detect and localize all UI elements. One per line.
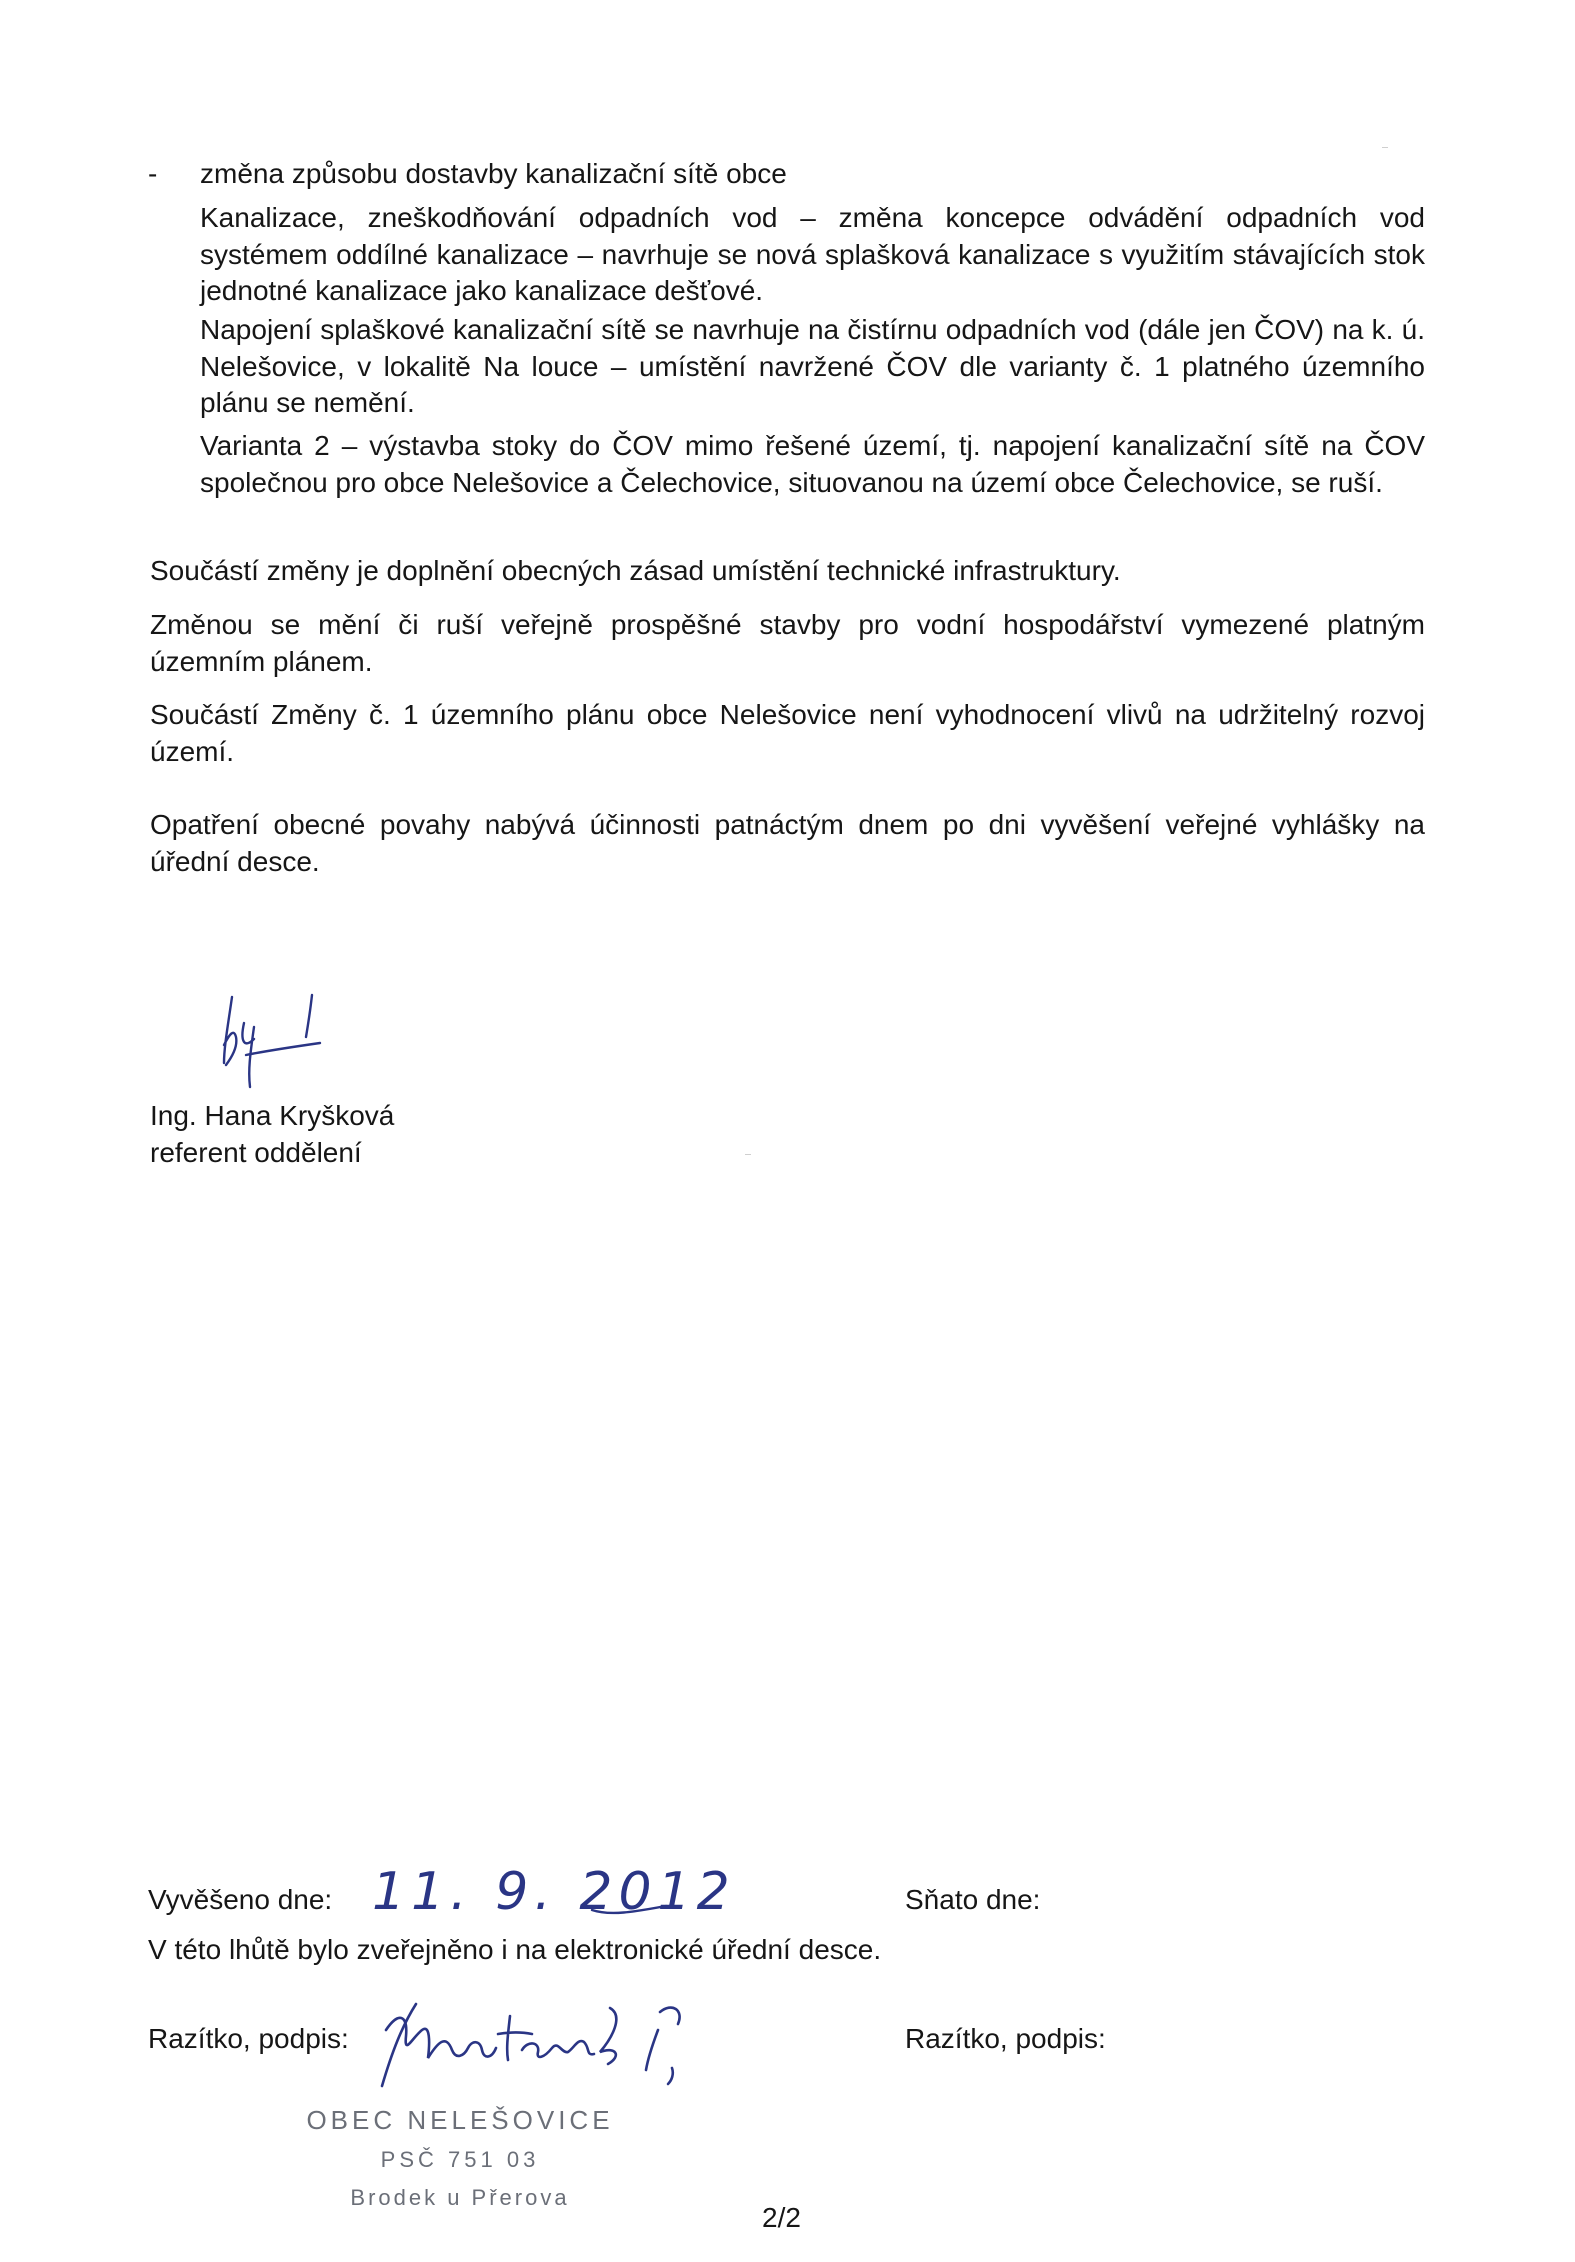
paragraph-effectiveness: Opatření obecné povahy nabývá účinnosti patnáctým dnem po dni vyvěšení veřejné vyhlášky na úřední desce. xyxy=(150,809,1425,877)
mayor-signature xyxy=(372,1990,702,2100)
paragraph-variant-2: Varianta 2 – výstavba stoky do ČOV mimo řešené území, tj. napojení kanalizační sítě na ČOV společnou pro obce Nelešovice a Čelechovice, situovanou na území obce Čelechovice, se ruší. xyxy=(200,430,1425,498)
scan-speck xyxy=(1382,147,1388,148)
stamp-postcode: PSČ 751 03 xyxy=(380,2147,540,2172)
stamp-signature-label-right: Razítko, podpis: xyxy=(905,2023,1106,2054)
page-number: 2/2 xyxy=(762,2202,801,2233)
scan-speck xyxy=(745,1154,751,1155)
stamp-signature-label-left: Razítko, podpis: xyxy=(148,2023,349,2054)
paragraph-sustainability: Součástí Změny č. 1 územního plánu obce Nelešovice není vyhodnocení vlivů na udržitelný rozvoj území. xyxy=(150,699,1425,767)
posted-date-label: Vyvěšeno dne: xyxy=(148,1884,333,1915)
stamp-municipality: OBEC NELEŠOVICE xyxy=(306,2105,614,2135)
paragraph-wwtp-connection: Napojení splaškové kanalizační sítě se navrhuje na čistírnu odpadních vod (dále jen ČOV) na k. ú. Nelešovice, v lokalitě Na louce – umístění navržené ČOV dle varianty č. 1 platného územního plánu se nemění. xyxy=(200,314,1425,418)
signatory-name: Ing. Hana Kryšková xyxy=(150,1100,395,1131)
bullet-marker: - xyxy=(148,158,158,189)
posted-date-handwritten: 11. 9. 2012 xyxy=(372,1862,736,1922)
electronic-board-note: V této lhůtě bylo zveřejněno i na elektronické úřední desce. xyxy=(148,1934,882,1965)
bullet-title: změna způsobu dostavby kanalizační sítě obce xyxy=(200,158,787,189)
removed-date-label: Sňato dne: xyxy=(905,1884,1041,1915)
date-underline-stroke xyxy=(590,1898,670,1918)
signatory-role: referent oddělení xyxy=(150,1137,362,1168)
paragraph-public-works: Změnou se mění či ruší veřejně prospěšné stavby pro vodní hospodářství vymezené platným územním plánem. xyxy=(150,609,1425,677)
paragraph-sewerage-concept: Kanalizace, zneškodňování odpadních vod – změna koncepce odvádění odpadních vod systémem oddílné kanalizace – navrhuje se nová splašková kanalizace s využitím stávajících stok jednotné kanalizace jako kanalizace dešťové. xyxy=(200,202,1425,306)
stamp-locality: Brodek u Přerova xyxy=(350,2185,570,2210)
officer-signature xyxy=(200,985,340,1095)
paragraph-infrastructure-principles: Součástí změny je doplnění obecných zásad umístění technické infrastruktury. xyxy=(150,555,1121,586)
